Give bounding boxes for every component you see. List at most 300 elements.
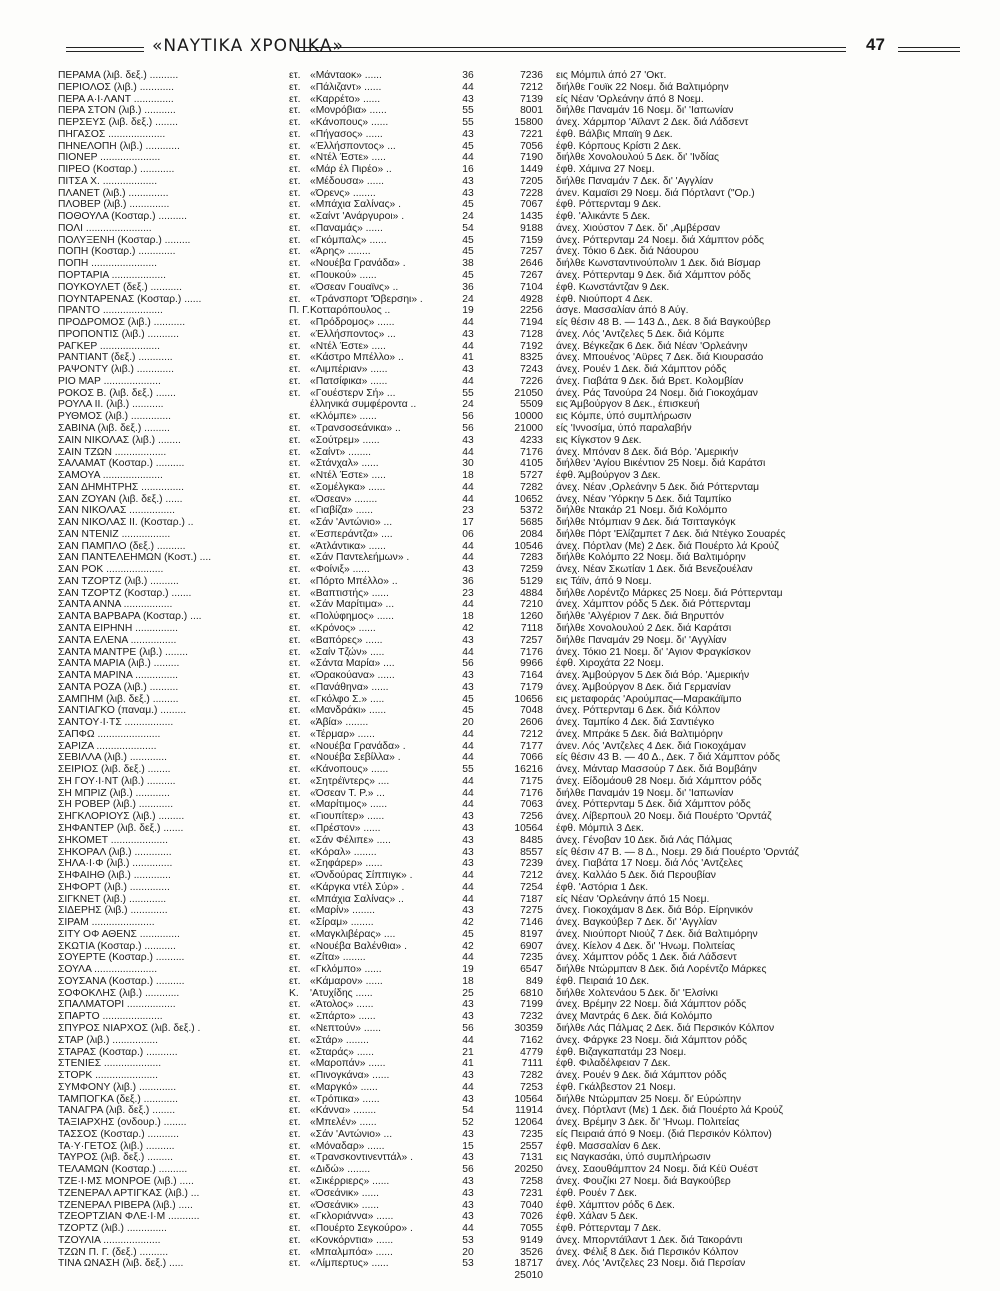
registry-type: ετ. — [289, 411, 301, 423]
table-row — [58, 352, 958, 364]
tonnage: 7048 — [520, 705, 543, 717]
position: άνεχ Μαντράς 6 Δεκ. διά Κολόμπο — [556, 1011, 713, 1023]
ship-name: ΣΑΝ ΔΗΜΗΤΡΗΣ ............... — [58, 481, 185, 493]
build-year: 43 — [462, 1093, 474, 1105]
registry-type: ετ. — [289, 505, 301, 517]
position: διήλθε Γουϊκ 22 Νοεμ. διά Βαλτιμόρην — [556, 81, 729, 93]
tonnage: 7111 — [521, 1058, 543, 1070]
build-year: 18 — [462, 975, 474, 987]
ship-name: ΣΗ ΡΟΒΕΡ (λιβ.) ............ — [58, 799, 174, 811]
agent-name: «Έλλήσποντος» ... — [310, 328, 396, 340]
ship-name: ΠΙΡΕΟ (Κοσταρ.) ............ — [58, 164, 175, 176]
tonnage: 4884 — [520, 587, 543, 599]
agent-name: «Λιμπέριαν» ...... — [310, 364, 388, 376]
agent-name: «Γουέστερν Σή» ... — [310, 387, 396, 399]
tonnage: 7063 — [520, 799, 543, 811]
tonnage: 8197 — [520, 928, 543, 940]
tonnage: 7283 — [520, 552, 543, 564]
table-row — [58, 1047, 958, 1059]
build-year: 15 — [462, 1140, 474, 1152]
build-year: 17 — [462, 517, 474, 529]
ship-name: ΡΑΨΟΝΤΥ (λιβ.) ............. — [58, 364, 174, 376]
agent-name: «Ντέλ Έστε» ..... — [310, 152, 386, 164]
build-year: 43 — [462, 187, 474, 199]
tonnage: 7026 — [520, 1211, 543, 1223]
position: διήλθε Λάς Πάλμας 2 Δεκ. διά Περσικόν Κόλπον — [556, 1023, 775, 1035]
build-year: 43 — [462, 175, 474, 187]
table-row — [58, 1070, 958, 1082]
registry-type: ετ. — [289, 728, 301, 740]
registry-type: ετ. — [289, 540, 301, 552]
magazine-title: «ΝΑΥΤΙΚΑ ΧΡΟΝΙΚΑ» — [152, 36, 344, 56]
build-year: 44 — [462, 152, 474, 164]
agent-name: «Έσπεράντζα» .... — [310, 528, 393, 540]
ship-name: ΣΑΝΤΙΑΓΚΟ (παναμ.) ......... — [58, 705, 187, 717]
build-year: 56 — [462, 411, 474, 423]
ship-name: ΣΗΚΟΜΕΤ .................... — [58, 834, 168, 846]
build-year: 44 — [462, 446, 474, 458]
tonnage: 7176 — [520, 446, 543, 458]
position: άνεχ. Βέγκεζακ 6 Δεκ. διά Νέαν 'Ορλεάνην — [556, 340, 748, 352]
build-year: 23 — [462, 505, 474, 517]
build-year: 43 — [462, 681, 474, 693]
agent-name: «Λίμπερτυς» ...... — [310, 1258, 389, 1270]
tonnage: 2646 — [520, 258, 543, 270]
tonnage: 7056 — [520, 140, 543, 152]
agent-name: «Στάρ» ........ — [310, 1034, 369, 1046]
build-year: 56 — [462, 1023, 474, 1035]
tonnage: 6907 — [520, 940, 543, 952]
position: άνεχ. Μπουένος 'Αϋρες 7 Δεκ. διά Κιουρασάο — [556, 352, 764, 364]
agent-name: «Βαπτιστής» ...... — [310, 587, 389, 599]
position: έφθ. Χάμπτον ρόδς 6 Δεκ. — [556, 1199, 675, 1211]
registry-type: ετ. — [289, 670, 301, 682]
table-row — [58, 494, 958, 506]
position: διήλθε Παναμάν 29 Νοεμ. δι' 'Αγγλίαν — [556, 634, 727, 646]
agent-name: «Πόρτο Μπέλλο» .. — [310, 575, 398, 587]
registry-type: ετ. — [289, 1081, 301, 1093]
ship-name: ΤΖΟΡΤΖ (λιβ.) .............. — [58, 1223, 167, 1235]
position: διήλθε Παναμάν 19 Νοεμ. δι' 'Ιαπωνίαν — [556, 787, 734, 799]
tonnage: 7282 — [520, 481, 543, 493]
position: διήλθε Παναμάν 7 Δεκ. δι' 'Αγγλίαν — [556, 175, 714, 187]
table-row — [58, 70, 958, 82]
registry-type: ετ. — [289, 823, 301, 834]
tonnage: 7179 — [520, 681, 543, 693]
registry-type: ετ. — [289, 564, 301, 576]
position: διήλθε Κολόμπο 22 Νοεμ. διά Βαλτιμόρην — [556, 552, 746, 564]
registry-type: ετ. — [289, 199, 301, 211]
registry-type: ετ. — [289, 187, 301, 199]
ship-name: ΣΑΝ ΖΟΥΑΝ (λιβ. δεξ.) ...... — [58, 493, 183, 505]
table-row — [58, 1176, 958, 1188]
tonnage: 7131 — [520, 1152, 543, 1164]
agent-name: «Άτλάντικα» ...... — [310, 540, 386, 552]
table-row — [58, 458, 958, 470]
position: άνεχ. Βαγκούβερ 7 Δεκ. δι' 'Αγγλίαν — [556, 917, 718, 929]
ship-name: ΠΕΡΙΟΛΟΣ (λιβ.) ............ — [58, 81, 175, 93]
table-row — [58, 682, 958, 694]
agent-name: «Μαγκλιβέρας» .... — [310, 928, 396, 940]
table-row — [58, 1270, 958, 1282]
table-row — [58, 847, 958, 859]
table-row — [58, 952, 958, 964]
position: άνεχ. Πόρτλαν (Με) 2 Δεκ. διά Πουέρτο λά Κρούζ — [556, 540, 779, 552]
position: άνεχ. Μάνταρ Μασσούρ 7 Δεκ. διά Βομβάην — [556, 764, 757, 776]
registry-type: ετ. — [289, 1246, 301, 1258]
table-row — [58, 117, 958, 129]
table-row — [58, 1211, 958, 1223]
agent-name: «Μέδουσα» ...... — [310, 175, 385, 187]
registry-type: ετ. — [289, 70, 301, 81]
build-year: 41 — [462, 352, 474, 364]
position: άνεχ. Ρουέν 9 Δεκ. διά Χάμπτον ρόδς — [556, 1070, 727, 1082]
position: έφθ. Ρουέν 7 Δεκ. — [556, 1187, 638, 1199]
tonnage: 9966 — [520, 658, 543, 670]
registry-type: Κ. — [289, 987, 299, 999]
build-year: 43 — [462, 1199, 474, 1211]
agent-name: «Όσεαν Γουαϊνς» .. — [310, 281, 399, 293]
build-year: 44 — [462, 317, 474, 329]
build-year: 44 — [462, 740, 474, 752]
tonnage: 7139 — [520, 93, 543, 105]
registry-type: ετ. — [289, 1023, 301, 1035]
position: έφθ. 'Αστόρια 1 Δεκ. — [556, 881, 649, 893]
table-row — [58, 541, 958, 553]
table-row — [58, 705, 958, 717]
ship-name: ΠΕΡΣΕΥΣ (λιβ. δεξ.) ........ — [58, 117, 178, 129]
ship-name: ΣΗΓΚΛΟΡΙΟΥΣ (λιβ.) ......... — [58, 811, 185, 823]
registry-type: ετ. — [289, 764, 301, 776]
agent-name: «Κάμαρον» ...... — [310, 975, 383, 987]
position: άνεχ. Νέαν 'Υόρκην 5 Δεκ. διά Ταμπίκο — [556, 493, 732, 505]
build-year: 43 — [462, 328, 474, 340]
agent-name: «Μαρίν» ........ — [310, 905, 376, 917]
position: έφθ. Χάλαν 5 Δεκ. — [556, 1211, 638, 1223]
agent-name: «Άβία» ........ — [310, 717, 369, 729]
agent-name: «Σούτρεμ» ...... — [310, 434, 380, 446]
build-year: 43 — [462, 128, 474, 140]
agent-name: «Πατσίφικα» ...... — [310, 375, 388, 387]
registry-type: ετ. — [289, 1199, 301, 1211]
table-row — [58, 717, 958, 729]
position: άνεχ. Ρουέν 1 Δεκ. διά Χάμπτον ρόδς — [556, 364, 727, 376]
agent-name: «Όρακούανα» ...... — [310, 670, 395, 682]
position: διήλθε Πόρτ 'Ελίζαμπετ 7 Δεκ. διά Ντέγκο Σουαρές — [556, 528, 786, 540]
position: άνεχ. Χάρμπορ 'Αϊλαντ 2 Δεκ. διά Λάδσεντ — [556, 117, 749, 129]
position: έφθ. Κόρπους Κρίστι 2 Δεκ. — [556, 140, 682, 152]
registry-type: ετ. — [289, 717, 301, 729]
build-year: 44 — [462, 870, 474, 882]
tonnage: 10546 — [514, 540, 543, 552]
build-year: 18 — [462, 611, 474, 623]
ship-name: ΣΑΝ ΝΙΚΟΛΑΣ ΙΙ. (Κοσταρ.) .. — [58, 517, 194, 529]
header-rule-right — [898, 47, 960, 52]
agent-name: «Κάνοπους» ...... — [310, 764, 389, 776]
ship-name: ΠΟΠΗ ....................... — [58, 258, 157, 270]
position: διήλθε 'Αλγέριον 7 Δεκ. διά Βηρυττόν — [556, 611, 724, 623]
agent-name: «Μάνταοκ» ...... — [310, 70, 382, 81]
build-year: 36 — [462, 70, 474, 81]
tonnage: 7175 — [520, 775, 543, 787]
agent-name: «Σάντα Μαρία» .... — [310, 658, 395, 670]
build-year: 38 — [462, 258, 474, 270]
agent-name: «Μόναδαρ» ...... — [310, 1140, 385, 1152]
agent-name: «Ντέλ Έστε» ..... — [310, 340, 386, 352]
position: άνεχ. Ρόττερνταμ 5 Δεκ. διά Χάμπτον ρόδς — [556, 799, 751, 811]
tonnage: 7243 — [520, 364, 543, 376]
agent-name: «Σαίντ 'Ανάργυροι» . — [310, 211, 405, 223]
agent-name: «Κάστρο Μπέλλο» .. — [310, 352, 404, 364]
agent-name: «Πήγασος» ...... — [310, 128, 383, 140]
tonnage: 16216 — [514, 764, 543, 776]
build-year: 44 — [462, 493, 474, 505]
table-row — [58, 623, 958, 635]
registry-type: ετ. — [289, 270, 301, 282]
registry-type: ετ. — [289, 105, 301, 117]
tonnage: 10656 — [514, 693, 543, 705]
agent-name: «Νεπτούν» ...... — [310, 1023, 382, 1035]
ship-name: ΣΑΝΤΑ ΜΑΝΤΡΕ (λιβ.) ........ — [58, 646, 188, 658]
ship-name: ΠΕΡΑ Α·Ι·ΛΑΝΤ .............. — [58, 93, 174, 105]
build-year: 30 — [462, 458, 474, 470]
table-row — [58, 941, 958, 953]
ship-name: ΣΗΚΟΡΑΛ (λιβ.) ............. — [58, 846, 172, 858]
tonnage: 6547 — [520, 964, 543, 976]
tonnage: 2256 — [520, 305, 543, 317]
tonnage: 10652 — [514, 493, 543, 505]
tonnage: 7275 — [520, 905, 543, 917]
tonnage: 4928 — [520, 293, 543, 305]
build-year: 45 — [462, 270, 474, 282]
tonnage: 7199 — [520, 999, 543, 1011]
build-year: 43 — [462, 846, 474, 858]
agent-name: «Όσεαν» ........ — [310, 493, 378, 505]
table-row — [58, 599, 958, 611]
agent-name: «Μπελέν» ...... — [310, 1117, 377, 1129]
registry-type: ετ. — [289, 893, 301, 905]
build-year: 43 — [462, 1011, 474, 1023]
agent-name: «Γκλόμπο» ...... — [310, 964, 382, 976]
registry-type: ετ. — [289, 622, 301, 634]
ship-name: ΤΑΣΣΟΣ (Κοσταρ.) ........... — [58, 1128, 179, 1140]
agent-name: «Όνδούρας Σίππιγκ» . — [310, 870, 413, 882]
tonnage: 5372 — [520, 505, 543, 517]
ship-name: ΣΠΥΡΟΣ ΝΙΑΡΧΟΣ (λιβ. δεξ.) . — [58, 1023, 201, 1035]
ship-name: ΠΛΟΒΕΡ (λιβ.) .............. — [58, 199, 170, 211]
agent-name: «Σπάρτο» ...... — [310, 1011, 376, 1023]
build-year: 44 — [462, 540, 474, 552]
agent-name: «Γκλοριάννα» ...... — [310, 1211, 394, 1223]
build-year: 56 — [462, 422, 474, 434]
ship-name: ΡΑΝΤΙΑΝΤ (δεξ.) ............ — [58, 352, 173, 364]
table-row — [58, 894, 958, 906]
agent-name: «Σίραμ» ........ — [310, 917, 374, 929]
build-year: 43 — [462, 564, 474, 576]
agent-name: «Μαργκό» ...... — [310, 1081, 378, 1093]
agent-name: «Γιουπίτερ» ...... — [310, 811, 385, 823]
build-year: 43 — [462, 93, 474, 105]
table-row — [58, 999, 958, 1011]
position: εις Κίγκστον 9 Δεκ. — [556, 434, 642, 446]
build-year: 43 — [462, 858, 474, 870]
table-row — [58, 776, 958, 788]
position: άνεχ. Βρέμην 3 Δεκ. δι' 'Ηνωμ. Πολιτείας — [556, 1117, 740, 1129]
table-row — [58, 246, 958, 258]
ship-name: ΣΕΙΡΙΟΣ (λιβ. δεξ.) ........ — [58, 764, 171, 776]
tonnage: 5685 — [520, 517, 543, 529]
position: άνεχ. Ράς Τανούρα 24 Νοεμ. διά Γιοκοχάμαν — [556, 387, 758, 399]
table-row — [58, 129, 958, 141]
position: άνεχ. Ταμπίκο 4 Δεκ. διά Σαντιέγκο — [556, 717, 715, 729]
registry-type: ετ. — [289, 575, 301, 587]
registry-type: ετ. — [289, 222, 301, 234]
registry-type: ετ. — [289, 152, 301, 164]
ship-name: ΤΑΥΡΟΣ (λιβ. δεξ.) ......... — [58, 1152, 173, 1164]
position: είς θέσιν 48 Β. — 143 Δ., Δεκ. 8 διά Βαγκούβερ — [556, 317, 771, 329]
agent-name: «Πρόδρομος» ...... — [310, 317, 395, 329]
position: έφθ. Βιζαγκαπατάμ 23 Νοεμ. — [556, 1046, 687, 1058]
position: διήλθε Ντώρμπαν 25 Νοεμ. δι' Εύρώπην — [556, 1093, 741, 1105]
tonnage: 7040 — [520, 1199, 543, 1211]
agent-name: «Γκόλφο Σ.» ..... — [310, 693, 385, 705]
table-row — [58, 1258, 958, 1270]
table-row — [58, 1188, 958, 1200]
position: άνεχ. Νέαν Σκωτίαν 1 Δεκ. διά Βενεζουέλαν — [556, 564, 753, 576]
agent-name: «Πολύφημος» ...... — [310, 611, 395, 623]
agent-name: «Μπάχια Σαλίνας» . — [310, 199, 401, 211]
tonnage: 7066 — [520, 752, 543, 764]
build-year: 44 — [462, 1081, 474, 1093]
build-year: 44 — [462, 81, 474, 93]
table-row — [58, 517, 958, 529]
table-row — [58, 388, 958, 400]
table-row — [58, 411, 958, 423]
agent-name: «Διδώ» ........ — [310, 1164, 371, 1176]
position: έφθ. Ρόττερνταμ 7 Δεκ. — [556, 1223, 662, 1235]
agent-name: «Σικέρριερς» ...... — [310, 1175, 390, 1187]
build-year: 43 — [462, 434, 474, 446]
position: έφθ. Μασσαλίαν 6 Δεκ. — [556, 1140, 661, 1152]
build-year: 43 — [462, 811, 474, 823]
table-row — [58, 141, 958, 153]
agent-name: «Μπάχια Σαλίνας» .. — [310, 893, 404, 905]
registry-type: ετ. — [289, 211, 301, 223]
ship-name: ΠΟΥΚΟΥΛΕΤ (δεξ.) ........... — [58, 281, 183, 293]
table-row — [58, 1223, 958, 1235]
ship-name: ΣΑΡΙΖΑ ..................... — [58, 740, 157, 752]
position: εις μεταφοράς 'Αρούμπας—Μαρακάϊμπο — [556, 693, 742, 705]
tonnage: 7104 — [520, 281, 543, 293]
build-year: 44 — [462, 728, 474, 740]
registry-type: ετ. — [289, 1152, 301, 1164]
tonnage: 7194 — [520, 317, 543, 329]
build-year: 19 — [462, 305, 474, 317]
build-year: 16 — [462, 164, 474, 176]
build-year: 44 — [462, 787, 474, 799]
table-row — [58, 764, 958, 776]
tonnage: 18717 — [514, 1258, 543, 1270]
table-row — [58, 564, 958, 576]
table-row — [58, 470, 958, 482]
position: άνεχ. Μπόναν 8 Δεκ. διά Βόρ. 'Αμερικήν — [556, 446, 739, 458]
agent-name: «Τέρμαρ» ...... — [310, 728, 375, 740]
ship-name: ΠΟΛΙ ....................... — [58, 222, 152, 234]
registry-type: ετ. — [289, 646, 301, 658]
tonnage: 7259 — [520, 564, 543, 576]
agent-name: «Σαίν Τζών» ..... — [310, 646, 385, 658]
registry-type: ετ. — [289, 258, 301, 270]
position: είς Νέαν 'Ορλεάνην άπό 8 Νοεμ. — [556, 93, 704, 105]
table-row — [58, 270, 958, 282]
registry-type: ετ. — [289, 293, 301, 305]
position: διήλθε Ντόμπιαν 9 Δεκ. διά Τσιτταγκόγκ — [556, 517, 736, 529]
table-row — [58, 576, 958, 588]
table-row — [58, 82, 958, 94]
agent-name: «Κόραλ» ........ — [310, 846, 377, 858]
agent-name: «Καρρέτο» ...... — [310, 93, 381, 105]
agent-name: «Ντέλ Έστε» ..... — [310, 470, 386, 482]
registry-type: ετ. — [289, 905, 301, 917]
tonnage: 10564 — [514, 823, 543, 834]
build-year: 43 — [462, 1128, 474, 1140]
table-row — [58, 823, 958, 835]
registry-type: ετ. — [289, 93, 301, 105]
build-year: 43 — [462, 634, 474, 646]
ship-name: ΣΑΝ ΝΙΚΟΛΑΣ ................ — [58, 505, 175, 517]
registry-type: ετ. — [289, 1058, 301, 1070]
tonnage: 15800 — [514, 117, 543, 129]
build-year: 20 — [462, 717, 474, 729]
tonnage: 4233 — [520, 434, 543, 446]
table-row — [58, 658, 958, 670]
ship-name: ΣΤΟΡΚ ...................... — [58, 1070, 159, 1082]
build-year: 54 — [462, 222, 474, 234]
build-year: 43 — [462, 834, 474, 846]
tonnage: 7257 — [520, 634, 543, 646]
ship-name: ΤΖΟΥΛΙΑ .................... — [58, 1234, 161, 1246]
build-year: 45 — [462, 199, 474, 211]
ship-name: ΣΑΝ ΝΤΕΝΙΖ ................. — [58, 528, 171, 540]
registry-type: ετ. — [289, 528, 301, 540]
agent-name: «Γιαβίζα» ...... — [310, 505, 373, 517]
ship-name: ΣΑΝ ΤΖΟΡΤΖ (λιβ.) .......... — [58, 575, 179, 587]
ship-name: ΣΑΝΤΑ ΕΙΡΗΝΗ ............... — [58, 622, 179, 634]
ship-name: ΣΤΕΝΙΕΣ .................... — [58, 1058, 162, 1070]
table-row — [58, 423, 958, 435]
agent-name: «Σάν Παντελεήμων» . — [310, 552, 410, 564]
registry-type: ετ. — [289, 552, 301, 564]
build-year: 43 — [462, 999, 474, 1011]
agent-name: «Νουέβα Βαλένθια» . — [310, 940, 407, 952]
position: έφθ. Χάμινα 27 Νοεμ. — [556, 164, 655, 176]
table-row — [58, 1105, 958, 1117]
ship-name: ΣΑΝ ΤΖΟΡΤΖ (Κοσταρ.) ....... — [58, 587, 192, 599]
ship-name: ΠΡΟΔΡΟΜΟΣ (λιβ.) ........... — [58, 317, 186, 329]
position: άνεχ. Λίβερπουλ 20 Νοεμ. διά Πουέρτο 'Ορντάζ — [556, 811, 772, 823]
ship-name: ΡΙΟ ΜΑΡ .................... — [58, 375, 161, 387]
position: άνεχ. Τόκιο 21 Νοεμ. δι' 'Αγιον Φραγκίσκον — [556, 646, 751, 658]
build-year: 42 — [462, 917, 474, 929]
table-row — [58, 811, 958, 823]
build-year: 43 — [462, 905, 474, 917]
table-row — [58, 858, 958, 870]
table-row — [58, 1247, 958, 1259]
ship-name: ΣΑΝΤΑ ΑΝΝΑ ................. — [58, 599, 173, 611]
position: άνεχ. Βρέμην 22 Νοεμ. διά Χάμπτον ρόδς — [556, 999, 747, 1011]
position: άνεχ. Είδομάουθ 28 Νοεμ. διά Χάμπτον ρόδς — [556, 775, 762, 787]
position: διήλθε Χονολουλού 2 Δεκ. διά Καράτσι — [556, 622, 732, 634]
